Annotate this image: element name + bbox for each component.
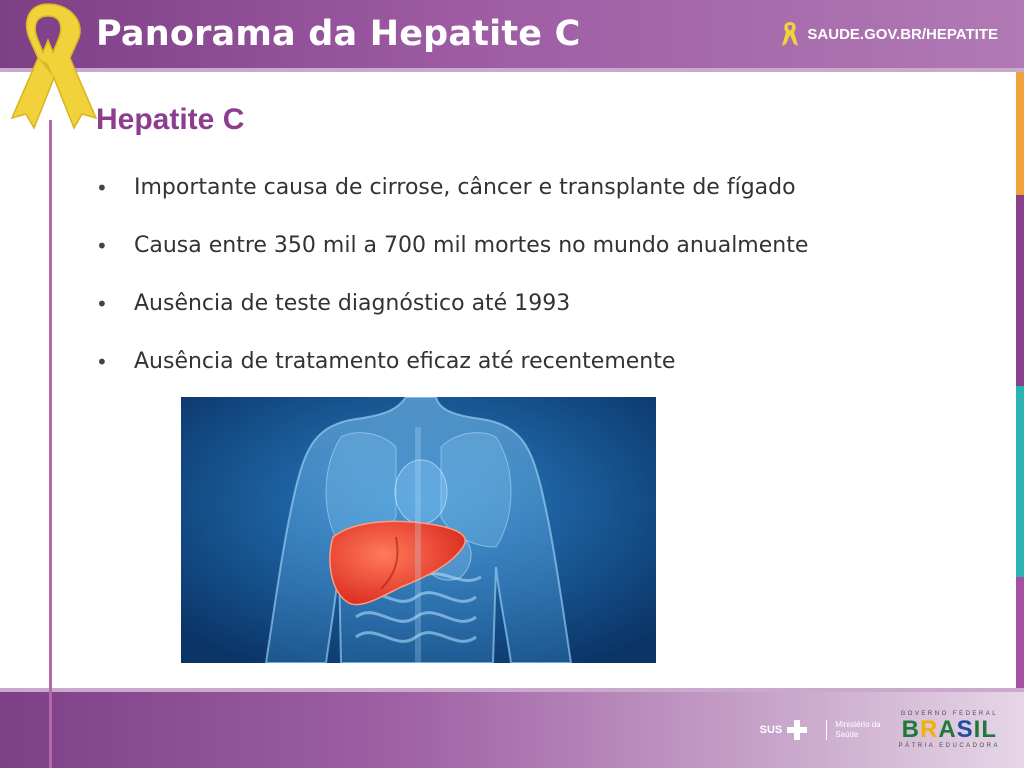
ministerio-line2: Saúde [835, 730, 859, 739]
site-logo [781, 20, 998, 48]
liver-anatomy-image [181, 397, 656, 663]
brasil-letter: A [938, 716, 957, 743]
ministerio-logo [826, 720, 880, 740]
awareness-ribbon-icon [8, 0, 98, 140]
bullet-glyph: • [96, 350, 108, 374]
bullet-glyph: • [96, 176, 108, 200]
footer-logos [760, 710, 1000, 750]
small-ribbon-icon [781, 20, 799, 48]
brasil-letter: R [919, 716, 939, 743]
bullet-list [96, 168, 976, 400]
list-item [96, 342, 976, 400]
list-item [96, 284, 976, 342]
ministerio-line1: Ministério da [835, 720, 881, 729]
governo-federal-logo [899, 710, 1000, 750]
list-item [96, 226, 976, 284]
sus-label: SUS [759, 724, 783, 736]
brasil-letter: S [956, 716, 974, 743]
gov-bottom-text: PÁTRIA EDUCADORA [898, 743, 1000, 749]
brasil-wordmark [902, 718, 997, 742]
slide-heading: Hepatite C [96, 103, 245, 136]
list-item [96, 168, 976, 226]
deck-title: Panorama da Hepatite C [96, 14, 581, 54]
brasil-letter: B [901, 716, 920, 743]
plus-cross-icon [786, 719, 808, 741]
gov-top-text: GOVERNO FEDERAL [900, 711, 999, 717]
brasil-letter: L [981, 716, 998, 743]
bullet-text: Ausência de teste diagnóstico até 1993 [134, 291, 571, 316]
right-color-strip [1016, 72, 1024, 688]
site-url: SAUDE.GOV.BR/HEPATITE [807, 25, 998, 43]
bullet-glyph: • [96, 234, 108, 258]
bullet-text: Causa entre 350 mil a 700 mil mortes no mundo anualmente [134, 233, 809, 258]
header-bar [0, 0, 1024, 72]
bullet-glyph: • [96, 292, 108, 316]
brasil-letter: I [973, 716, 982, 743]
sus-logo [760, 719, 809, 741]
bullet-text: Ausência de tratamento eficaz até recentemente [134, 349, 676, 374]
bullet-text: Importante causa de cirrose, câncer e transplante de fígado [134, 175, 796, 200]
left-accent-line [49, 120, 52, 768]
